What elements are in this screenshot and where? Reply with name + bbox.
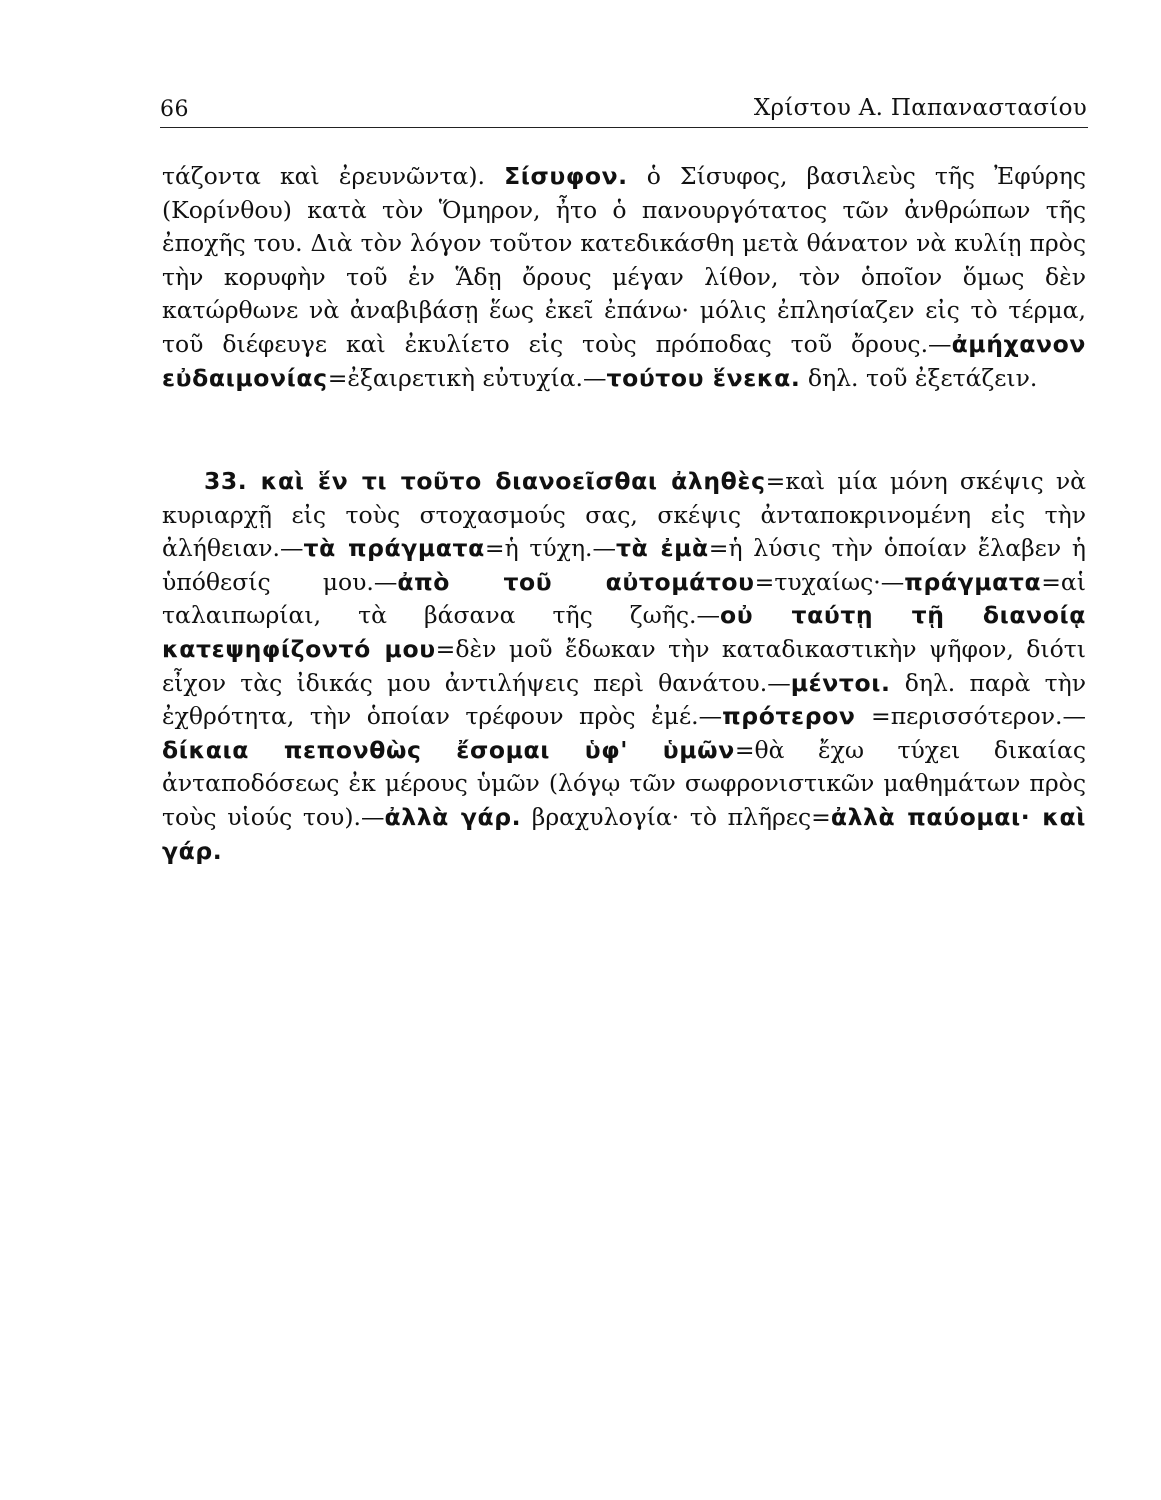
text-span: =καὶ μία μόνη σκέψις νὰ κυριαρχῇ εἰς τοὺς στοχασμούς σας, σκέψις ἀνταποκρινομένη εἰς τὴν ἀλήθειαν.— (162, 467, 1086, 563)
text-span: =θὰ ἔχω τύχει δικαίας ἀνταποδόσεως ἐκ μέρους ὑμῶν (λόγῳ τῶν σωφρονιστικῶν μαθημάτων πρὸς τοὺς υἱούς του).— (162, 735, 1086, 831)
lemma: δίκαια πεπονθὼς ἔσομαι ὑφ' ὑμῶν (162, 735, 735, 764)
running-head: Χρίστου Α. Παπαναστασίου (753, 95, 1087, 121)
section-number: 33. (204, 467, 248, 495)
text-span: =δὲν μοῦ ἔδωκαν τὴν καταδικαστικὴν ψῆφον, διότι εἶχον τὰς ἰδικάς μου ἀντιλήψεις περὶ θανάτου.— (162, 634, 1087, 697)
lemma: ἀμήχανον εὐδαιμονίας (162, 329, 1086, 392)
text-span: =ἡ λύσις τὴν ὁποίαν ἔλαβεν ἡ ὑπόθεσίς μου.— (162, 534, 1086, 596)
text-span: δηλ. παρὰ τὴν ἐχθρότητα, τὴν ὁποίαν τρέφουν πρὸς ἐμέ.— (162, 668, 1086, 731)
text-span: τάζοντα καὶ ἐρευνῶντα). (162, 162, 505, 190)
lemma: οὐ ταύτῃ τῇ διανοίᾳ κατεψηφίζοντό μου (162, 601, 1086, 663)
commentary-paragraph-33 (162, 465, 1086, 868)
lemma: πράγματα (904, 567, 1042, 596)
lemma: ἀλλὰ παύομαι· καὶ γάρ. (162, 802, 1086, 865)
text-span: =τυχαίως·— (754, 567, 905, 596)
page-number: 66 (160, 97, 189, 122)
text-span: ὁ Σίσυφος, βασιλεὺς τῆς Ἐφύρης (Κορίνθου) κατὰ τὸν Ὅμηρον, ἦτο ὁ πανουργότατος τῶν ἀνθρώπων τῆς ἐποχῆς του. Διὰ τὸν λόγον τοῦτον κατεδικάσθη μετὰ θάνατον νὰ κυλίῃ πρὸς τὴν κορυφὴν τοῦ ἐν Ἅδῃ ὄρους μέγαν λίθον, τὸν ὁποῖον ὅμως δὲν κατώρθωνε νὰ ἀναβιβάσῃ ἕως ἐκεῖ ἐπάνω· μόλις ἐπλησίαζεν εἰς τὸ τέρμα, τοῦ διέφευγε καὶ ἐκυλίετο εἰς τοὺς πρόποδας τοῦ ὄρους.— (162, 162, 1086, 358)
lemma: μέντοι. (790, 668, 891, 697)
header-rule (160, 127, 1088, 128)
text-span: =ἐξαιρετικὴ εὐτυχία.— (327, 363, 607, 392)
text-span: =ἡ τύχη.— (484, 534, 617, 563)
commentary-paragraph-sisyphus (162, 160, 1086, 395)
text-span: =περισσότερον.— (855, 702, 1086, 731)
lemma: τὰ ἐμὰ (616, 534, 709, 563)
lemma: πρότερον (722, 702, 856, 731)
text-span: δηλ. τοῦ ἐξετάζειν. (800, 363, 1038, 392)
lemma: τὰ πράγματα (303, 534, 485, 563)
lemma: ἀλλὰ γάρ. (384, 802, 522, 831)
text-span: =αἱ ταλαιπωρίαι, τὰ βάσανα τῆς ζωῆς.— (162, 567, 1086, 630)
lemma: τούτου ἕνεκα. (606, 363, 801, 392)
lemma: καὶ ἕν τι τοῦτο διανοεῖσθαι ἀληθὲς (247, 467, 766, 495)
lemma: ἀπὸ τοῦ αὐτομάτου (397, 567, 755, 596)
text-span: βραχυλογία· τὸ πλῆρες= (521, 802, 831, 831)
lemma: Σίσυφον. (504, 162, 628, 190)
